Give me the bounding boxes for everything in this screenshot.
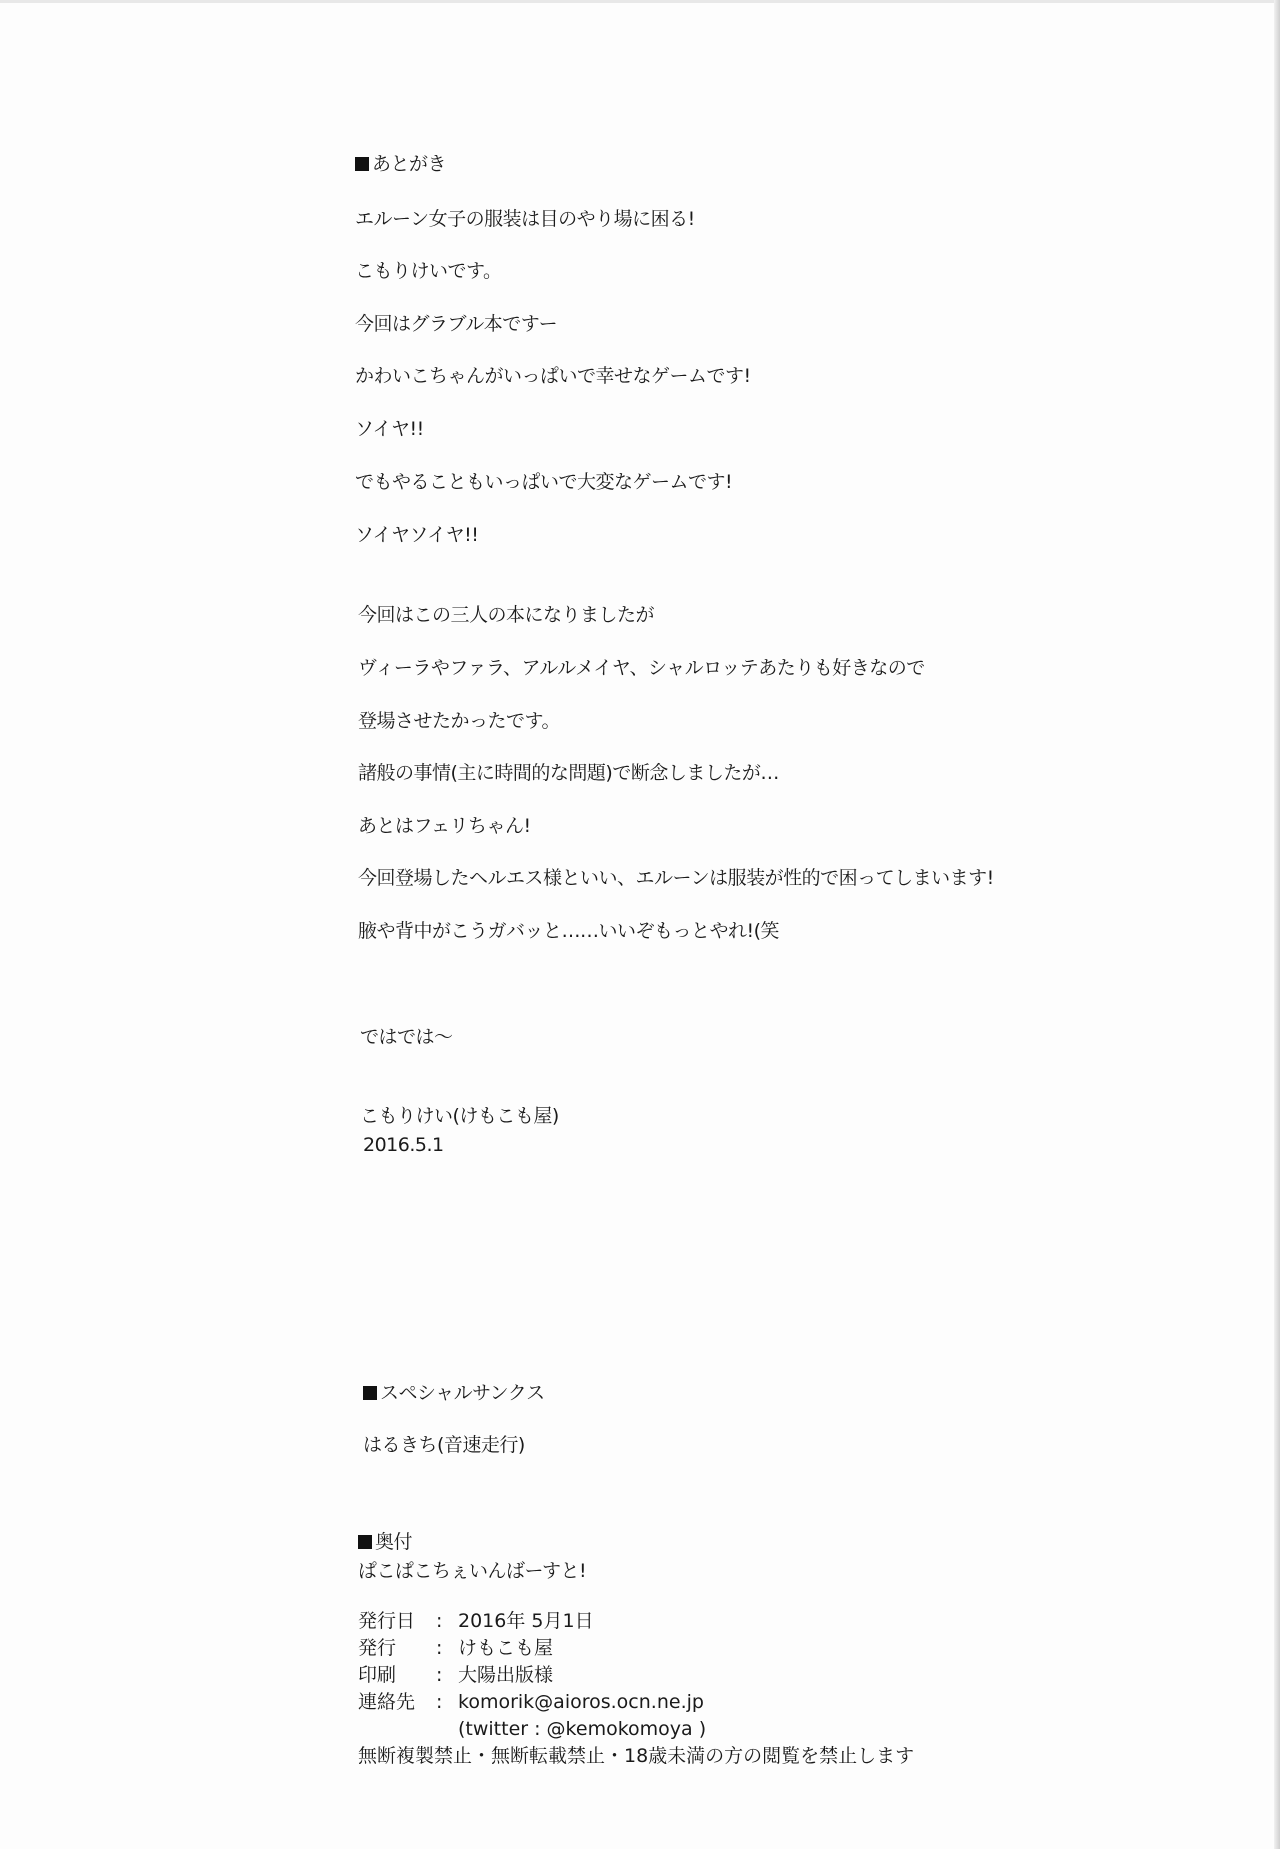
afterword-line: 今回はグラブル本ですー [355,313,558,335]
afterword-line: 登場させたかったです。 [358,710,560,732]
afterword-line: ヴィーラやファラ、アルルメイヤ、シャルロッテあたりも好きなので [358,657,925,679]
afterword-line: かわいこちゃんがいっぱいで幸せなゲームです! [355,365,751,387]
afterword-line: こもりけいです。 [355,260,502,282]
page-top-edge [0,0,1280,3]
afterword-closing: ではでは〜 [360,1026,453,1048]
afterword-heading: あとがき [355,152,446,176]
thanks-heading: スペシャルサンクス [363,1381,545,1405]
colophon-row-issue-date: 発行日 : 2016年 5月1日 [358,1610,594,1632]
colophon-row-printer: 印刷 : 大陽出版様 [358,1664,554,1686]
colophon-row-contact: 連絡先 : komorik@aioros.ocn.ne.jp [358,1691,704,1713]
afterword-line: 今回はこの三人の本になりましたが [358,604,655,626]
afterword-line: エルーン女子の服装は目のやり場に困る! [355,208,695,230]
colophon-details [358,1608,914,1770]
square-bullet-icon [358,1535,372,1549]
square-bullet-icon [355,157,369,171]
afterword-line: 今回登場したヘルエス様といい、エルーンは服装が性的で困ってしまいます! [358,867,994,889]
afterword-line: あとはフェリちゃん! [358,815,531,837]
page-right-edge [1274,0,1280,1849]
colophon-row-publisher: 発行 : けもこも屋 [358,1637,554,1659]
square-bullet-icon [363,1386,377,1400]
colophon-heading: 奥付 [358,1530,412,1554]
afterword-line: 腋や背中がこうガバッと……いいぞもっとやれ!(笑 [358,920,780,942]
afterword-line: でもやることもいっぱいで大変なゲームです! [355,471,733,493]
colophon-title: ぱこぱこちぇいんばーすと! [358,1560,587,1582]
afterword-line: ソイヤソイヤ!! [355,524,479,546]
afterword-signature: こもりけい(けもこも屋) [360,1105,559,1127]
afterword-line: ソイヤ!! [355,418,424,440]
colophon-notice: 無断複製禁止・無断転載禁止・18歳未満の方の閲覧を禁止します [358,1745,915,1767]
afterword-line: 諸般の事情(主に時間的な問題)で断念しましたが… [358,762,779,784]
thanks-name: はるきち(音速走行) [363,1434,525,1456]
colophon-row-twitter: (twitter : @kemokomoya ) [458,1718,707,1740]
afterword-date: 2016.5.1 [363,1134,444,1156]
